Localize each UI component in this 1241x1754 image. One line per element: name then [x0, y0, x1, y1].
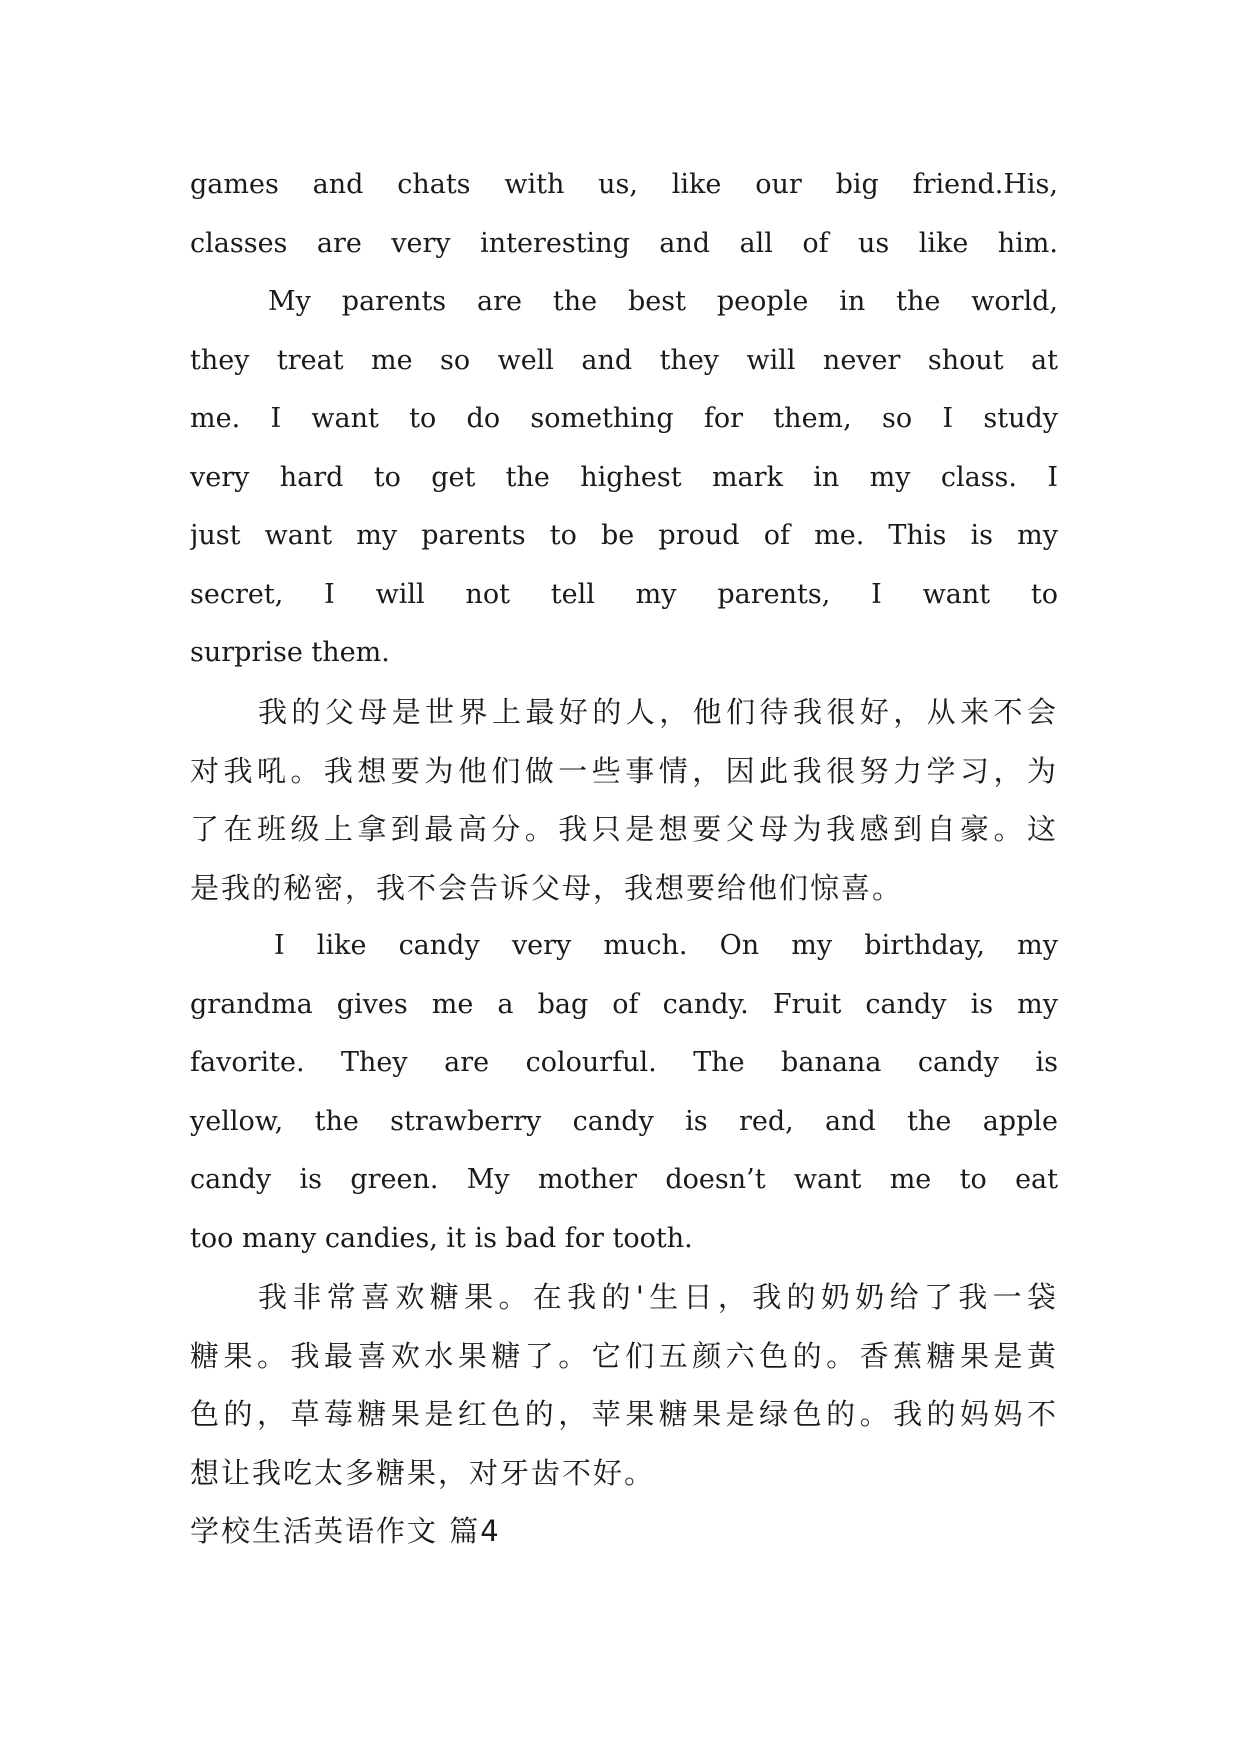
paragraph-line: yellow, the strawberry candy is red, and the apple — [190, 1105, 1058, 1137]
paragraph-line: My parents are the best people in the world, — [268, 286, 1058, 317]
paragraph-line: 对我吼。我想要为他们做一些事情，因此我很努力学习，为 — [190, 753, 1058, 788]
paragraph-line: just want my parents to be proud of me. This is my — [190, 520, 1058, 551]
paragraph-line: 是我的秘密，我不会告诉父母，我想要给他们惊喜。 — [190, 870, 904, 905]
paragraph-line: very hard to get the highest mark in my class. I — [190, 461, 1058, 493]
paragraph-4 — [190, 917, 1058, 1268]
paragraph-line: they treat me so well and they will never shout at — [190, 344, 1058, 376]
paragraph-1 — [190, 156, 1058, 273]
paragraph-line: secret, I will not tell my parents, I want to — [190, 578, 1058, 610]
paragraph-line: classes are very interesting and all of us like him. — [190, 227, 1058, 259]
section-heading — [190, 1502, 1058, 1561]
paragraph-line: candy is green. My mother doesn’t want me to eat — [190, 1164, 1058, 1195]
paragraph-line: games and chats with us, like our big friend.His, — [190, 169, 1058, 200]
paragraph-line: 我非常喜欢糖果。在我的'生日，我的奶奶给了我一袋 — [258, 1280, 1058, 1314]
section-title: 学校生活英语作文 篇4 — [190, 1514, 501, 1548]
paragraph-line: surprise them. — [190, 637, 390, 668]
paragraph-3-chinese — [190, 683, 1058, 917]
paragraph-line: grandma gives me a bag of candy. Fruit candy is my — [190, 988, 1058, 1020]
paragraph-line: too many candies, it is bad for tooth. — [190, 1222, 693, 1254]
paragraph-2 — [190, 273, 1058, 683]
paragraph-line: 想让我吃太多糖果，对牙齿不好。 — [190, 1455, 656, 1490]
paragraph-line: 糖果。我最喜欢水果糖了。它们五颜六色的。香蕉糖果是黄 — [190, 1338, 1058, 1373]
paragraph-5-chinese — [190, 1268, 1058, 1502]
paragraph-line: I like candy very much. On my birthday, my — [274, 930, 1058, 961]
paragraph-line: 了在班级上拿到最高分。我只是想要父母为我感到自豪。这 — [190, 812, 1058, 846]
paragraph-line: me. I want to do something for them, so I study — [190, 403, 1058, 434]
paragraph-line: favorite. They are colourful. The banana candy is — [190, 1047, 1058, 1078]
paragraph-line: 我的父母是世界上最好的人，他们待我很好，从来不会 — [258, 695, 1058, 729]
paragraph-line: 色的，草莓糖果是红色的，苹果糖果是绿色的。我的妈妈不 — [190, 1397, 1058, 1431]
